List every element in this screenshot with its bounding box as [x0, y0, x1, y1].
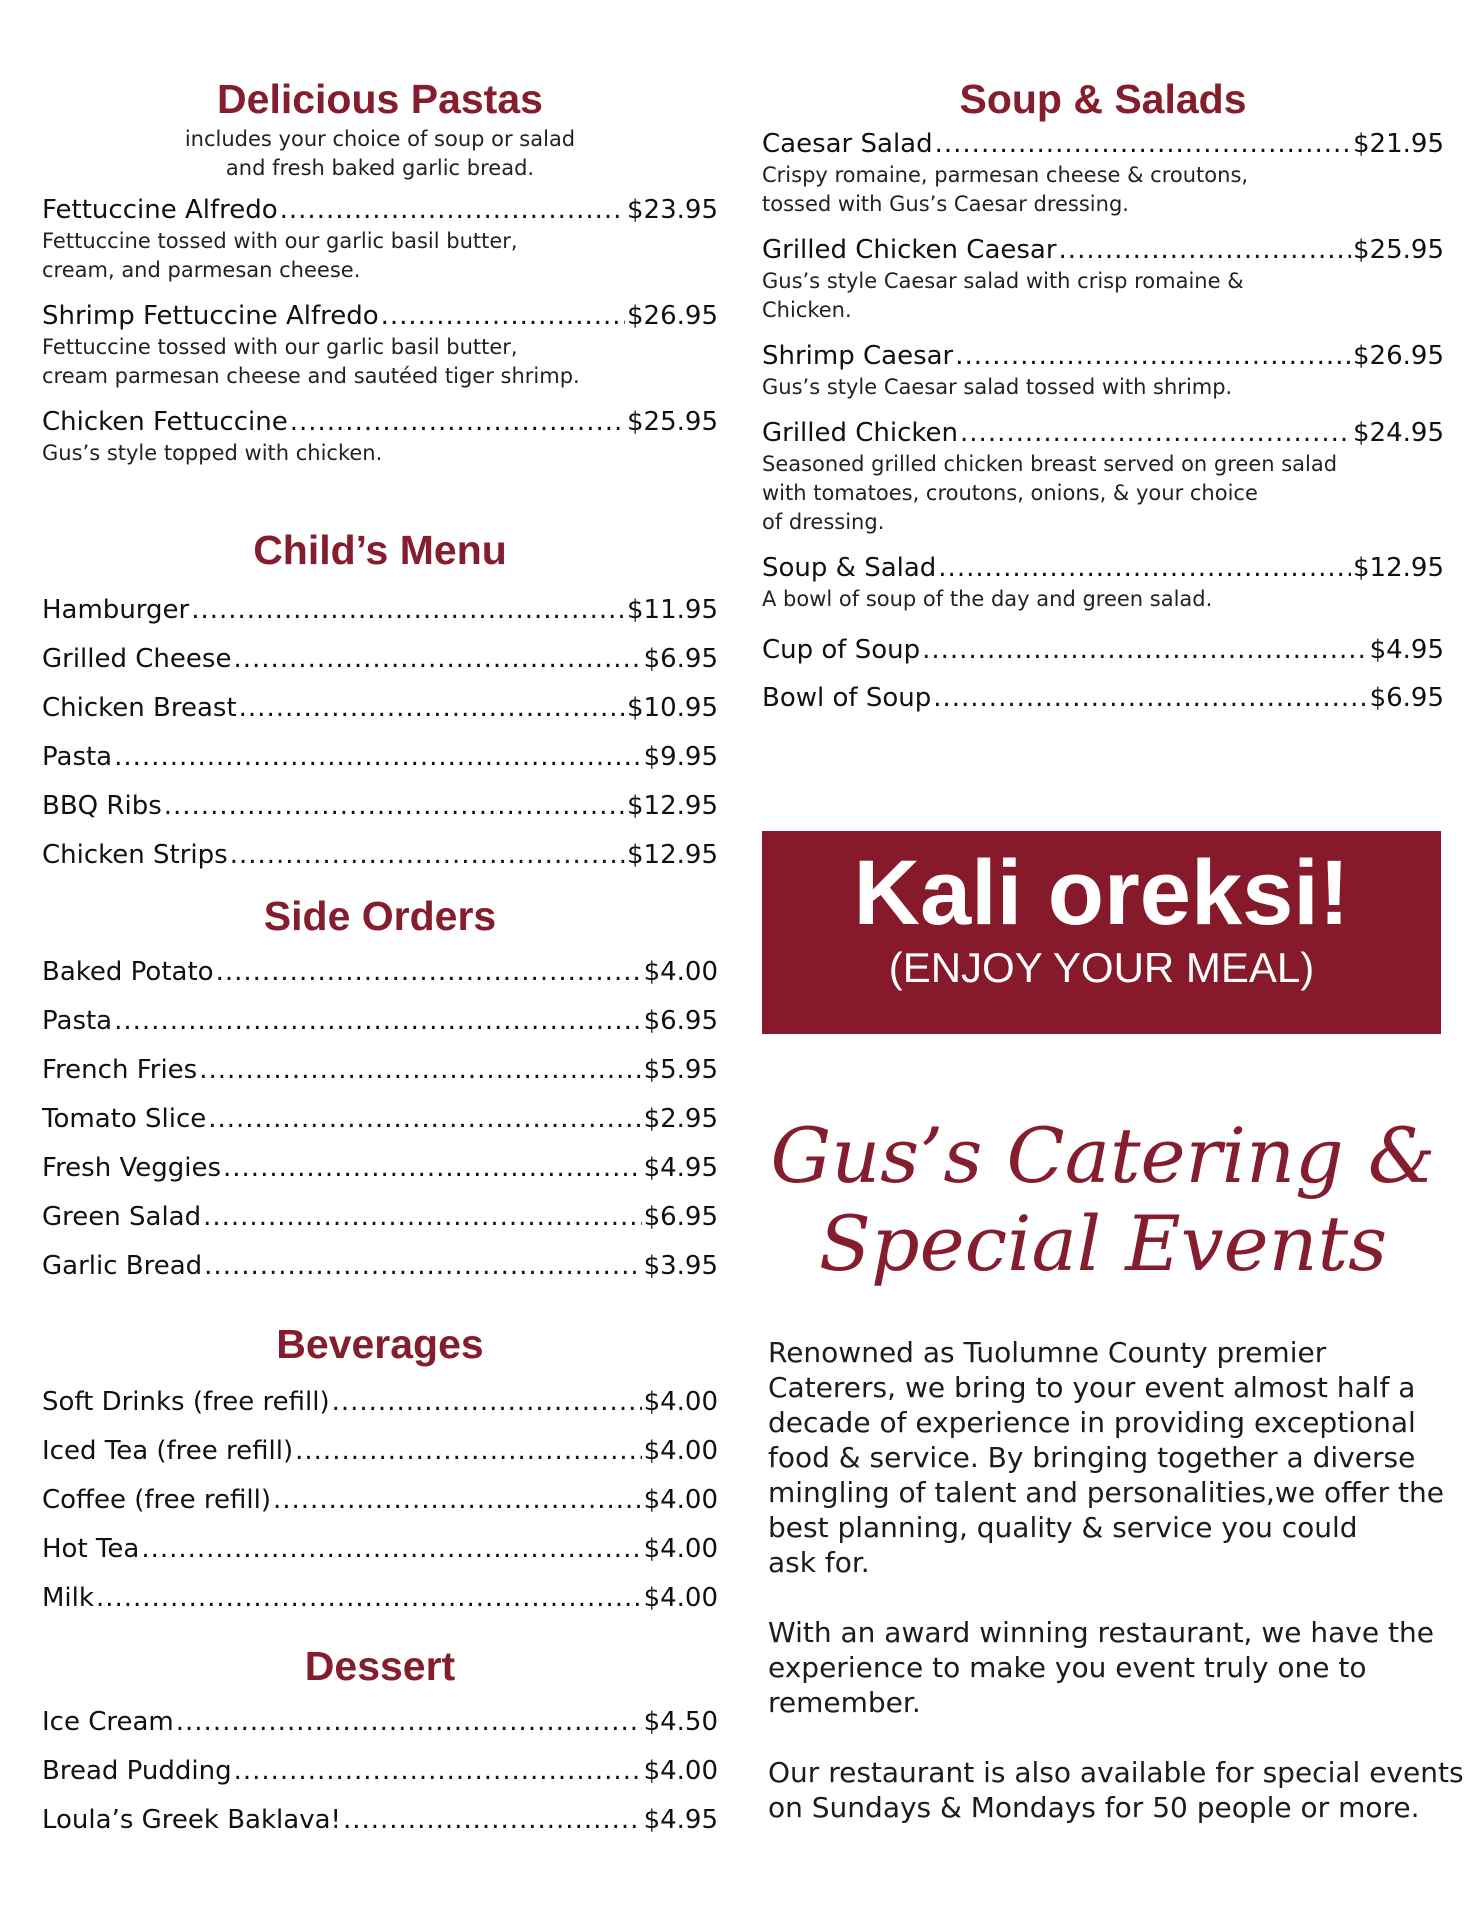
menu-item: [42, 1476, 718, 1525]
item-price: $2.95: [643, 1104, 718, 1134]
menu-item: [762, 626, 1444, 674]
childs-section: [42, 524, 718, 880]
item-desc: with tomatoes, croutons, onions, & your choice: [762, 481, 1258, 505]
item-name: Cup of Soup: [762, 635, 921, 665]
item-price: $5.95: [643, 1055, 718, 1085]
catering-paragraph-2: [768, 1615, 1468, 1720]
text-line: on Sundays & Mondays for 50 people or more.: [768, 1791, 1420, 1824]
item-name: Shrimp Caesar: [762, 341, 954, 371]
item-desc: cream, and parmesan cheese.: [42, 258, 361, 282]
dot-leader: [381, 299, 625, 333]
menu-item: [42, 1574, 718, 1623]
item-name: Soft Drinks (free refill): [42, 1387, 330, 1417]
menu-item: [762, 233, 1444, 325]
pastas-title: Delicious Pastas: [217, 76, 543, 122]
item-price: $4.00: [643, 1387, 718, 1417]
item-desc: tossed with Gus’s Caesar dressing.: [762, 192, 1129, 216]
text-line: ask for.: [768, 1546, 870, 1579]
dot-leader: [114, 997, 641, 1046]
sides-title: Side Orders: [263, 893, 497, 939]
menu-item: [762, 339, 1444, 402]
menu-item: [42, 405, 718, 468]
dot-leader: [234, 1747, 642, 1796]
menu-item: [42, 193, 718, 285]
dot-leader: [239, 684, 625, 733]
text-line: Renowned as Tuolumne County premier: [768, 1336, 1327, 1369]
item-price: $9.95: [643, 742, 718, 772]
item-price: $4.00: [643, 1534, 718, 1564]
item-name: Baked Potato: [42, 957, 214, 987]
menu-item: [42, 1525, 718, 1574]
dot-leader: [208, 1095, 641, 1144]
item-price: $6.95: [643, 1202, 718, 1232]
pastas-subtitle-line1: includes your choice of soup or salad: [184, 127, 576, 151]
catering-title-line1: Gus’s Catering &: [770, 1111, 1436, 1200]
dot-leader: [176, 1698, 642, 1747]
item-price: $6.95: [643, 1006, 718, 1036]
item-name: Shrimp Fettuccine Alfredo: [42, 301, 379, 331]
item-name: Bread Pudding: [42, 1756, 232, 1786]
item-name: Iced Tea (free refill): [42, 1436, 294, 1466]
item-desc: Crispy romaine, parmesan cheese & croutons,: [762, 163, 1249, 187]
item-price: $26.95: [1353, 341, 1444, 371]
item-name: Bowl of Soup: [762, 683, 932, 713]
item-name: Fresh Veggies: [42, 1153, 222, 1183]
item-price: $4.50: [643, 1707, 718, 1737]
item-price: $25.95: [1353, 235, 1444, 265]
menu-item: [42, 1427, 718, 1476]
menu-item: [762, 674, 1444, 722]
banner-main-text: Kali oreksi!: [853, 842, 1350, 944]
dot-leader: [1059, 233, 1351, 267]
dot-leader: [273, 1476, 642, 1525]
item-name: Hamburger: [42, 595, 190, 625]
catering-title-line2: Special Events: [818, 1199, 1388, 1288]
text-line: With an award winning restaurant, we have the: [768, 1616, 1434, 1649]
catering-description: [768, 1335, 1468, 1860]
menu-item: [42, 948, 718, 997]
text-line: mingling of talent and personalities,we offer the: [768, 1476, 1444, 1509]
item-price: $4.00: [643, 1485, 718, 1515]
menu-item: [42, 684, 718, 733]
item-price: $4.95: [643, 1153, 718, 1183]
item-name: Milk: [42, 1583, 94, 1613]
item-name: Loula’s Greek Baklava!: [42, 1805, 341, 1835]
menu-item: [42, 1378, 718, 1427]
dot-leader: [203, 1193, 641, 1242]
menu-item: [42, 831, 718, 880]
item-price: $21.95: [1353, 129, 1444, 159]
dot-leader: [114, 733, 641, 782]
item-desc: of dressing.: [762, 510, 885, 534]
dessert-section: [42, 1640, 718, 1845]
menu-item: [42, 635, 718, 684]
item-price: $10.95: [627, 693, 718, 723]
item-name: Fettuccine Alfredo: [42, 195, 278, 225]
dot-leader: [343, 1796, 642, 1845]
item-price: $4.00: [643, 1436, 718, 1466]
dot-leader: [96, 1574, 642, 1623]
text-line: experience to make you event truly one to: [768, 1651, 1367, 1684]
menu-item: [42, 1193, 718, 1242]
item-price: $26.95: [627, 301, 718, 331]
menu-item: [42, 1698, 718, 1747]
pastas-subtitle-line2: and fresh baked garlic bread.: [225, 156, 535, 180]
item-name: Grilled Cheese: [42, 644, 232, 674]
item-price: $6.95: [643, 644, 718, 674]
beverages-section: [42, 1318, 718, 1623]
item-name: Ice Cream: [42, 1707, 174, 1737]
dot-leader: [938, 551, 1351, 585]
item-name: Green Salad: [42, 1202, 202, 1232]
enjoy-banner: [762, 831, 1441, 1034]
item-name: Soup & Salad: [762, 553, 937, 583]
dot-leader: [955, 339, 1351, 373]
item-name: Grilled Chicken: [762, 418, 959, 448]
text-line: food & service. By bringing together a diverse: [768, 1441, 1416, 1474]
dot-leader: [223, 1144, 642, 1193]
dot-leader: [233, 635, 641, 684]
menu-item: [762, 416, 1444, 537]
item-desc: Gus’s style topped with chicken.: [42, 441, 383, 465]
item-name: Pasta: [42, 742, 113, 772]
item-name: Hot Tea: [42, 1534, 140, 1564]
menu-item: [42, 1242, 718, 1291]
dot-leader: [960, 416, 1351, 450]
dot-leader: [141, 1525, 641, 1574]
item-name: Tomato Slice: [42, 1104, 207, 1134]
item-price: $12.95: [1353, 553, 1444, 583]
item-desc: cream parmesan cheese and sautéed tiger shrimp.: [42, 364, 580, 388]
dot-leader: [164, 782, 625, 831]
text-line: decade of experience in providing exceptional: [768, 1406, 1416, 1439]
dot-leader: [922, 626, 1367, 674]
dot-leader: [935, 127, 1351, 161]
dot-leader: [204, 1242, 641, 1291]
dot-leader: [933, 674, 1367, 722]
catering-paragraph-1: [768, 1335, 1468, 1580]
item-desc: Seasoned grilled chicken breast served on green salad: [762, 452, 1338, 476]
menu-item: [42, 299, 718, 391]
dot-leader: [280, 193, 625, 227]
banner-sub-text: (ENJOY YOUR MEAL): [888, 944, 1315, 991]
catering-paragraph-3: [768, 1755, 1468, 1825]
childs-title: Child’s Menu: [253, 527, 507, 573]
dot-leader: [332, 1378, 642, 1427]
menu-item: [42, 1796, 718, 1845]
item-name: Chicken Fettuccine: [42, 407, 288, 437]
item-price: $4.00: [643, 957, 718, 987]
item-name: Chicken Strips: [42, 840, 228, 870]
menu-item: [762, 127, 1444, 219]
item-name: Coffee (free refill): [42, 1485, 271, 1515]
catering-title: [762, 1112, 1444, 1288]
soups-title: Soup & Salads: [959, 76, 1247, 122]
text-line: best planning, quality & service you could: [768, 1511, 1358, 1544]
text-line: remember.: [768, 1686, 921, 1719]
menu-item: [762, 551, 1444, 614]
item-price: $6.95: [1369, 683, 1444, 713]
dot-leader: [199, 1046, 641, 1095]
menu-item: [42, 586, 718, 635]
dot-leader: [216, 948, 642, 997]
item-name: French Fries: [42, 1055, 198, 1085]
item-desc: A bowl of soup of the day and green salad.: [762, 587, 1213, 611]
dot-leader: [290, 405, 625, 439]
item-name: BBQ Ribs: [42, 791, 162, 821]
item-price: $4.00: [643, 1756, 718, 1786]
item-price: $12.95: [627, 791, 718, 821]
item-price: $25.95: [627, 407, 718, 437]
menu-item: [42, 997, 718, 1046]
item-name: Garlic Bread: [42, 1251, 203, 1281]
menu-item: [42, 782, 718, 831]
item-price: $12.95: [627, 840, 718, 870]
item-desc: Chicken.: [762, 298, 852, 322]
menu-item: [42, 1747, 718, 1796]
text-line: Our restaurant is also available for special events: [768, 1756, 1464, 1789]
item-name: Caesar Salad: [762, 129, 933, 159]
item-price: $4.95: [643, 1805, 718, 1835]
item-desc: Gus’s style Caesar salad tossed with shrimp.: [762, 375, 1233, 399]
item-price: $4.00: [643, 1583, 718, 1613]
menu-item: [42, 1095, 718, 1144]
text-line: Caterers, we bring to your event almost half a: [768, 1371, 1416, 1404]
item-name: Grilled Chicken Caesar: [762, 235, 1057, 265]
item-price: $11.95: [627, 595, 718, 625]
sides-section: [42, 890, 718, 1291]
dot-leader: [295, 1427, 641, 1476]
menu-item: [42, 733, 718, 782]
item-name: Pasta: [42, 1006, 113, 1036]
item-price: $4.95: [1369, 635, 1444, 665]
beverages-title: Beverages: [276, 1321, 484, 1367]
dessert-title: Dessert: [304, 1643, 456, 1689]
pastas-section: [42, 73, 718, 468]
item-desc: Fettuccine tossed with our garlic basil butter,: [42, 335, 518, 359]
menu-item: [42, 1046, 718, 1095]
item-price: $23.95: [627, 195, 718, 225]
dot-leader: [230, 831, 625, 880]
item-price: $24.95: [1353, 418, 1444, 448]
item-desc: Fettuccine tossed with our garlic basil butter,: [42, 229, 518, 253]
item-name: Chicken Breast: [42, 693, 237, 723]
item-desc: Gus’s style Caesar salad with crisp romaine &: [762, 269, 1244, 293]
dot-leader: [191, 586, 625, 635]
soups-section: [762, 73, 1444, 722]
pastas-subtitle: [42, 125, 718, 183]
item-price: $3.95: [643, 1251, 718, 1281]
menu-item: [42, 1144, 718, 1193]
